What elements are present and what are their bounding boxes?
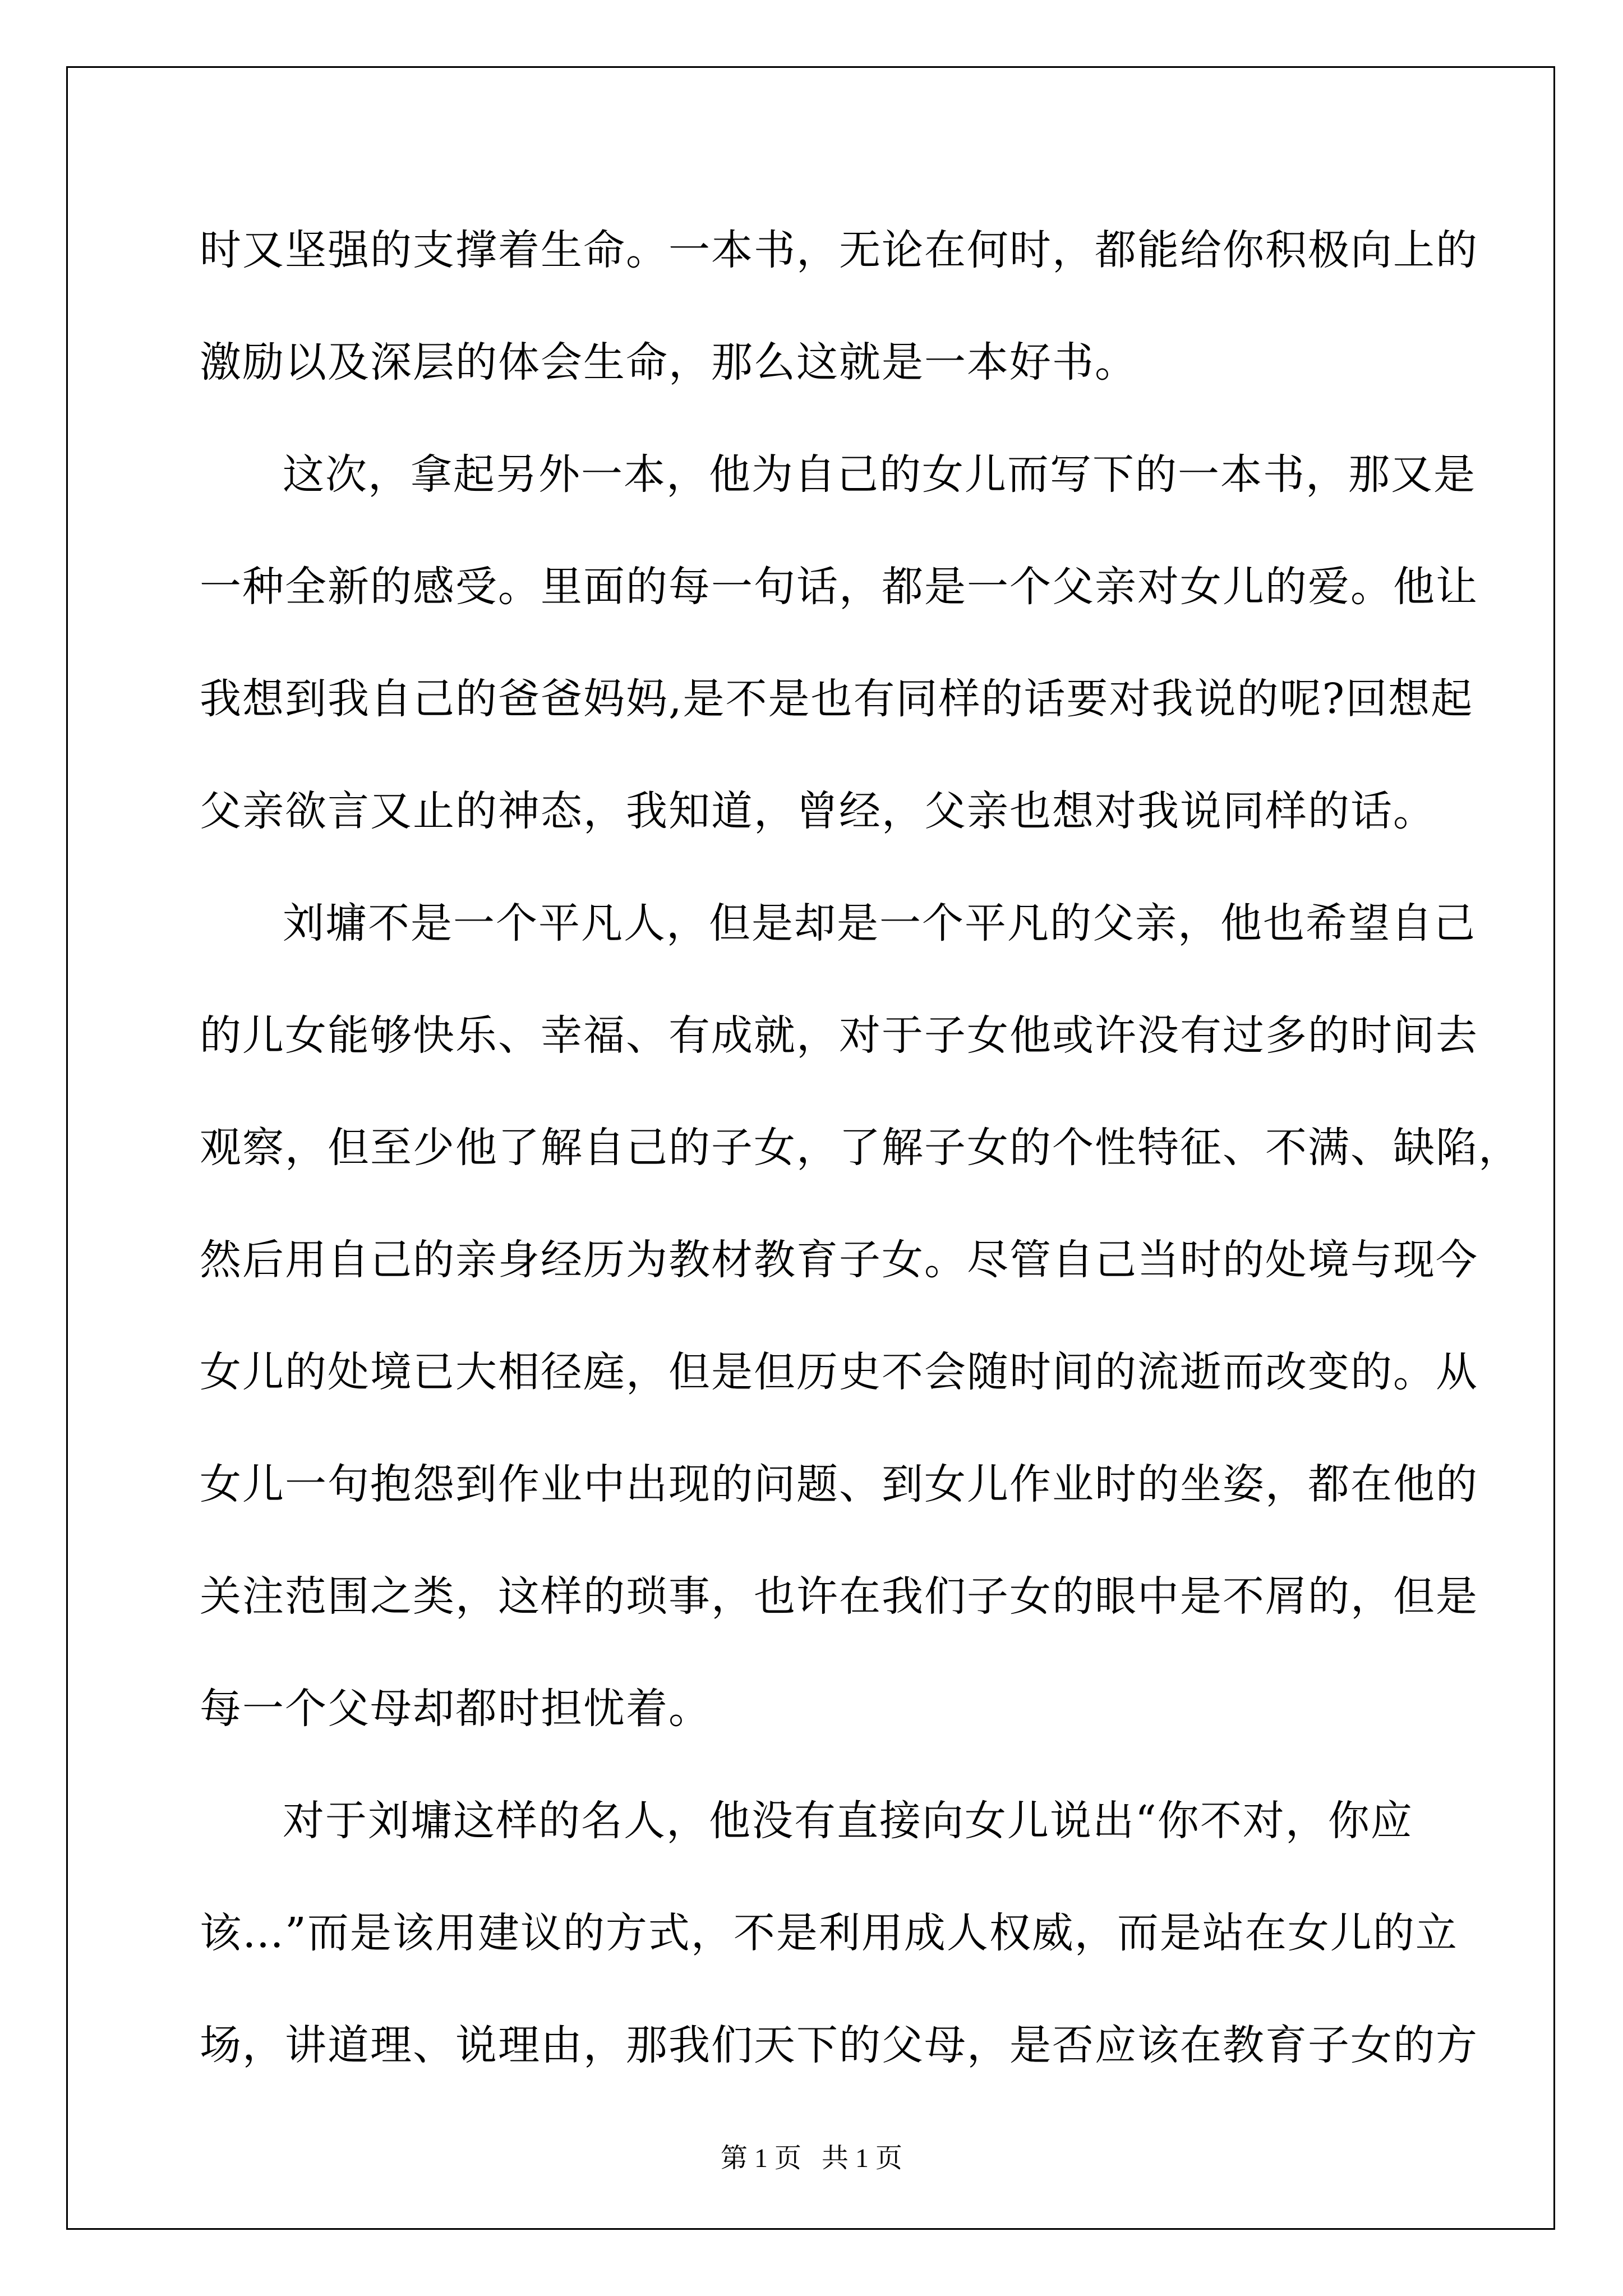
- text-line: 关注范围之类，这样的琐事，也许在我们子女的眼中是不屑的，但是: [200, 1572, 1478, 1621]
- text-line: 一种全新的感受。里面的每一句话，都是一个父亲对女儿的爱。他让: [200, 563, 1478, 611]
- text-line: 女儿一句抱怨到作业中出现的问题、到女儿作业时的坐姿，都在他的: [200, 1460, 1478, 1508]
- document-body: [200, 213, 1521, 2120]
- page-number-footer: 第 1 页 共 1 页: [720, 2143, 902, 2173]
- text-line: 女儿的处境已大相径庭，但是但历史不会随时间的流逝而改变的。从: [200, 1348, 1478, 1396]
- text-line: 观察，但至少他了解自己的子女，了解子女的个性特征、不满、缺陷，: [200, 1124, 1521, 1172]
- paragraph-start-line: 对于刘墉这样的名人，他没有直接向女儿说出“你不对，你应: [283, 1797, 1413, 1845]
- text-line: 该…”而是该用建议的方式，不是利用成人权威，而是站在女儿的立: [200, 1909, 1458, 1957]
- text-line: 我想到我自己的爸爸妈妈,是不是也有同样的话要对我说的呢?回想起: [200, 675, 1474, 723]
- text-line: 时又坚强的支撑着生命。一本书，无论在何时，都能给你积极向上的: [200, 226, 1478, 274]
- text-line: 的儿女能够快乐、幸福、有成就，对于子女他或许没有过多的时间去: [200, 1011, 1478, 1060]
- paragraph-start-line: 刘墉不是一个平凡人，但是却是一个平凡的父亲，他也希望自己: [283, 899, 1476, 947]
- text-line: 每一个父母却都时担忧着。: [200, 1685, 711, 1733]
- text-line: 激励以及深层的体会生命，那么这就是一本好书。: [200, 338, 1137, 386]
- paragraph-start-line: 这次，拿起另外一本，他为自己的女儿而写下的一本书，那又是: [283, 450, 1476, 499]
- text-line: 场，讲道理、说理由，那我们天下的父母，是否应该在教育子女的方: [200, 2021, 1478, 2069]
- text-line: 然后用自己的亲身经历为教材教育子女。尽管自己当时的处境与现今: [200, 1236, 1478, 1284]
- text-line: 父亲欲言又止的神态，我知道，曾经，父亲也想对我说同样的话。: [200, 787, 1436, 835]
